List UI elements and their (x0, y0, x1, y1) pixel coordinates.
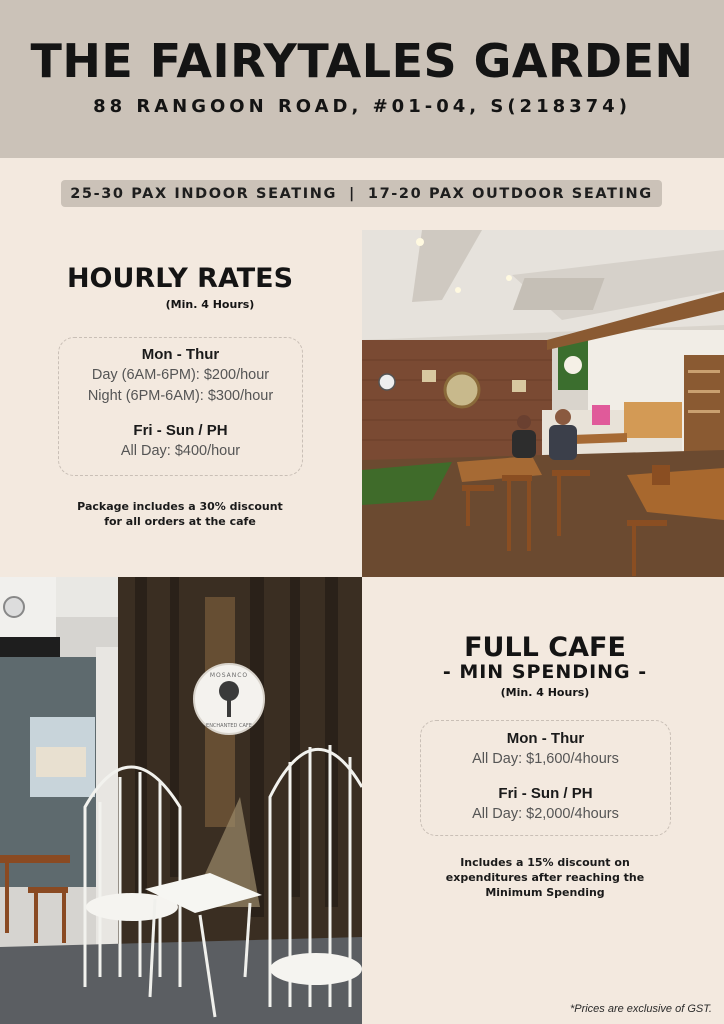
hourly-weekday-label: Mon - Thur (141, 346, 220, 363)
hourly-package-note: Package includes a 30% discount for all orders at the cafe (77, 500, 283, 528)
full-cafe-min-hours: (Min. 4 Hours) (500, 686, 590, 699)
gst-disclaimer: *Prices are exclusive of GST. (569, 1003, 712, 1015)
outdoor-seating: 17-20 PAX OUTDOOR SEATING (367, 185, 653, 202)
full-cafe-rates-box (420, 720, 671, 836)
sign-top-text: MOSANCO (209, 672, 249, 679)
seating-capacity-bar (61, 180, 662, 207)
seating-separator: | (349, 185, 356, 202)
hourly-weekend-rate: All Day: $400/hour (120, 443, 241, 459)
hourly-day-rate: Day (6AM-6PM): $200/hour (91, 367, 270, 383)
indoor-seating: 25-30 PAX INDOOR SEATING (70, 185, 338, 202)
cafe-interior-photo (362, 230, 724, 577)
full-cafe-heading: FULL CAFE (464, 632, 626, 663)
full-cafe-weekend-label: Fri - Sun / PH (498, 785, 593, 802)
full-cafe-weekend-rate: All Day: $2,000/4hours (472, 806, 619, 822)
hourly-weekend-label: Fri - Sun / PH (133, 422, 228, 439)
min-spending-subheading: - MIN SPENDING - (442, 661, 648, 683)
full-cafe-discount-note: Includes a 15% discount on expenditures after reaching the Minimum Spending (445, 856, 645, 899)
address: 88 RANGOON ROAD, #01-04, S(218374) (93, 96, 631, 117)
full-cafe-weekday-rate: All Day: $1,600/4hours (472, 751, 619, 767)
outdoor-seating-photo (0, 577, 362, 1024)
page-title: THE FAIRYTALES GARDEN (30, 34, 694, 88)
hourly-night-rate: Night (6PM-6AM): $300/hour (87, 388, 274, 404)
full-cafe-weekday-label: Mon - Thur (506, 730, 585, 747)
hourly-min-hours: (Min. 4 Hours) (165, 298, 255, 311)
hourly-rates-heading: HOURLY RATES (66, 263, 294, 294)
sign-bottom-text: ENCHANTED CAFE (206, 723, 252, 729)
hourly-rates-box (58, 337, 303, 476)
